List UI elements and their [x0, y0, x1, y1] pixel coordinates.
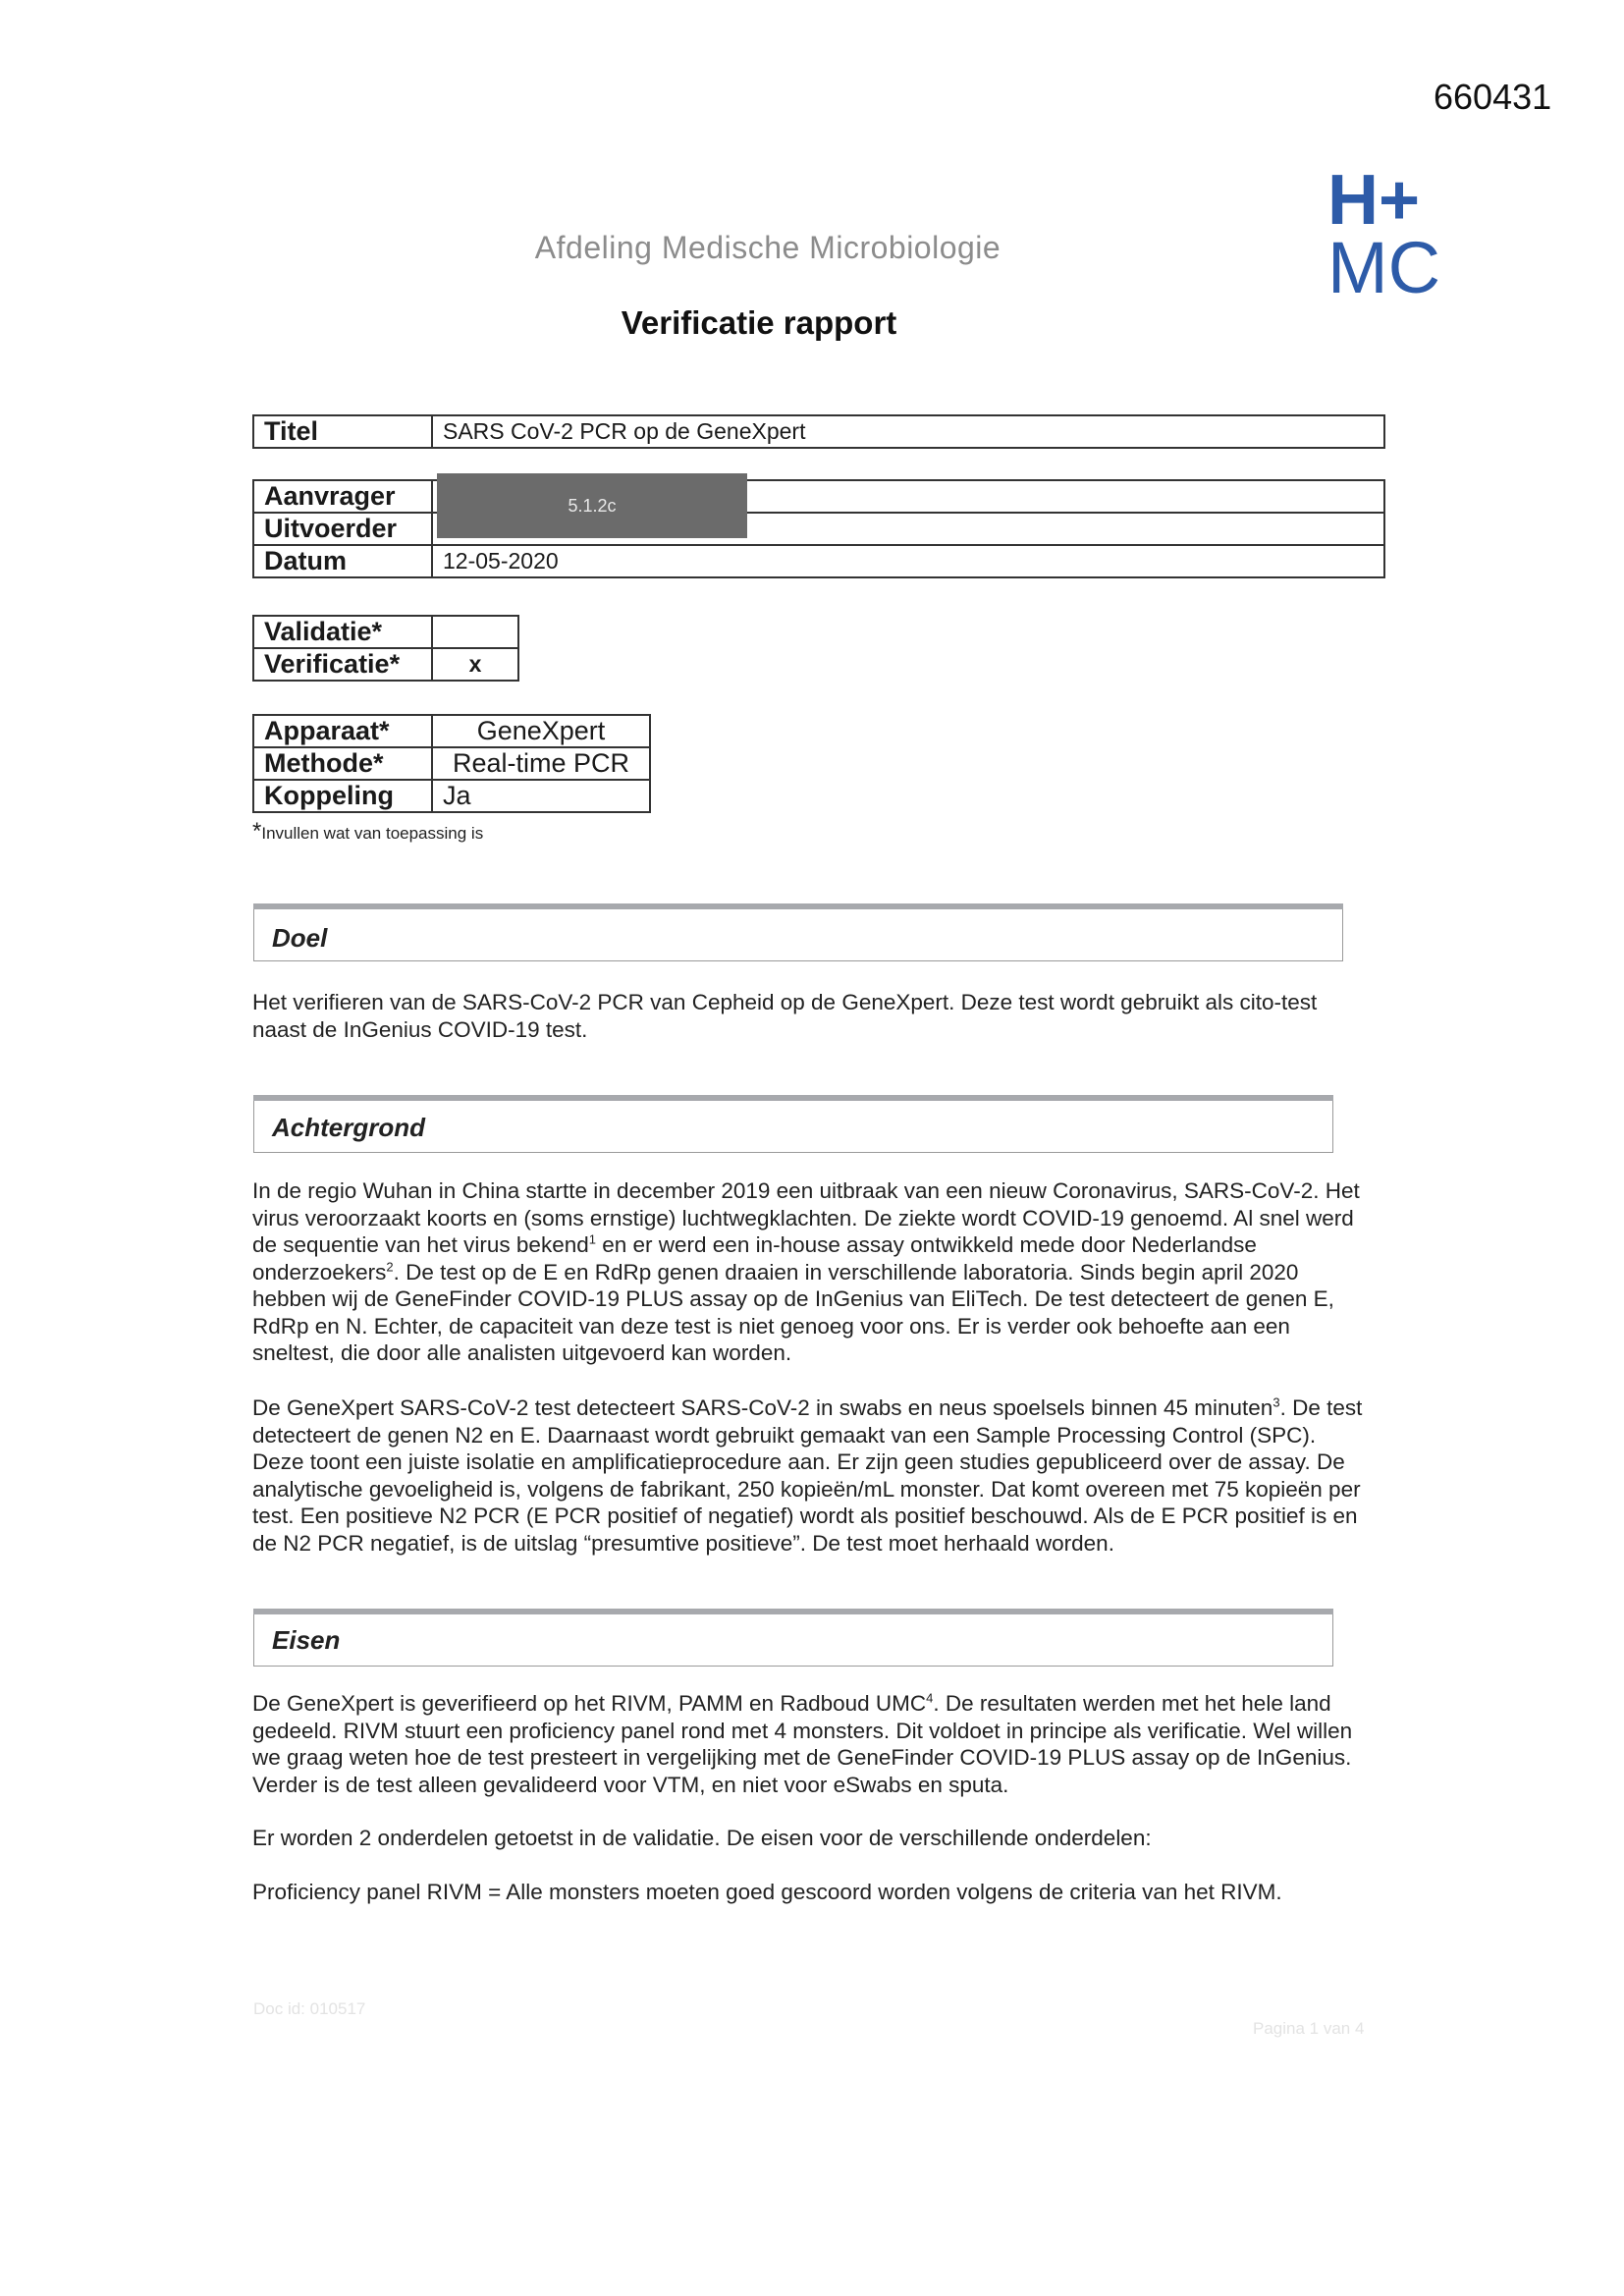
footer-page-number: Pagina 1 van 4 [1253, 2019, 1365, 2038]
doel-section-title: Doel [272, 923, 328, 953]
verificatie-value: x [432, 648, 518, 681]
aanvrager-label: Aanvrager [253, 480, 432, 513]
koppeling-label: Koppeling [253, 780, 432, 812]
type-table [252, 615, 519, 682]
eisen-paragraph-1: De GeneXpert is geverifieerd op het RIVM, PAMM en Radboud UMC$^4$. De resultaten werden met het hele land gedeeld. RIVM stuurt een proficiency panel rond met 4 monsters. Dit voldoet in principe als verificatie. Wel willen we graag weten hoe de test presteert in vergelijking met de GeneFinder COVID-19 PLUS assay op de InGenius. Verder is de test alleen gevalideerd voor VTM, en niet voor eSwabs en sputa. [252, 1690, 1353, 1797]
achtergrond-section-title: Achtergrond [272, 1113, 425, 1142]
titel-value: SARS CoV-2 PCR op de GeneXpert [432, 415, 1384, 448]
validatie-label: Validatie* [253, 616, 432, 648]
apparaat-value: GeneXpert [432, 715, 650, 747]
methode-label: Methode* [253, 747, 432, 780]
eisen-section-title: Eisen [272, 1625, 341, 1655]
validatie-value [432, 616, 518, 648]
report-title: Verificatie rapport [621, 304, 897, 341]
achtergrond-paragraph-2: De GeneXpert SARS-CoV-2 test detecteert SARS-CoV-2 in swabs en neus spoelsels binnen 45 minuten$^3$. De test detecteert de genen N2 en E. Daarnaast wordt gebruikt gemaakt van een Sample Processing Control (SPC). Deze toont een juiste isolatie en amplificatieprocedure aan. Er zijn geen studies gepubliceerd over de assay. De analytische gevoeligheid is, volgens de fabrikant, 250 kopieën/mL monster. Dat komt overeen met 75 kopieën per test. Een positieve N2 PCR (E PCR positief of negatief) wordt als positief beschouwd. Als de E PCR positief is en de N2 PCR negatief, is de uitslag “presumtive positieve”. De test moet herhaald worden. [252, 1394, 1363, 1556]
logo-line2: MC [1327, 227, 1441, 302]
footnote: *Invullen wat van toepassing is [252, 818, 484, 845]
title-table [252, 414, 1385, 449]
uitvoerder-label: Uitvoerder [253, 513, 432, 545]
datum-value: 12-05-2020 [432, 545, 1384, 577]
titel-label: Titel [253, 415, 432, 448]
people-table [252, 479, 1385, 578]
apparaat-label: Apparaat* [253, 715, 432, 747]
achtergrond-paragraph-1: In de regio Wuhan in China startte in december 2019 een uitbraak van een nieuw Coronavirus, SARS-CoV-2. Het virus veroorzaakt koorts en (soms ernstige) luchtwegklachten. De ziekte wordt COVID-19 genoemd. Al snel werd de sequentie van het virus bekend$^1$ en er werd een in-house assay ontwikkeld mede door Nederlandse onderzoekers$^2$. De test op de E en RdRp genen draaien in verschillende laboratoria. Sinds begin april 2020 hebben wij de GeneFinder COVID-19 PLUS assay op de InGenius van EliTech. De test detecteert de genen E, RdRp en N. Echter, de capaciteit van deze test is niet genoeg voor ons. Er is verder ook behoefte aan een sneltest, die door alle analisten uitgevoerd kan worden. [252, 1178, 1360, 1365]
datum-label: Datum [253, 545, 432, 577]
redaction-block: 5.1.2c [437, 473, 747, 538]
equipment-table [252, 714, 651, 813]
verificatie-label: Verificatie* [253, 648, 432, 681]
methode-value: Real-time PCR [432, 747, 650, 780]
footer-doc-id: Doc id: 010517 [253, 1999, 366, 2018]
department-heading: Afdeling Medische Microbiologie [534, 230, 1001, 265]
document-number: 660431 [1434, 77, 1552, 117]
doel-paragraph: Het verifieren van de SARS-CoV-2 PCR van Cepheid op de GeneXpert. Deze test wordt gebruikt als cito-test naast de InGenius COVID-19 test. [252, 990, 1318, 1042]
doel-section-box [253, 909, 1343, 961]
koppeling-value: Ja [432, 780, 650, 812]
eisen-section-box [253, 1614, 1333, 1667]
eisen-paragraph-3: Proficiency panel RIVM = Alle monsters moeten goed gescoord worden volgens de criteria van het RIVM. [252, 1880, 1282, 1904]
eisen-paragraph-2: Er worden 2 onderdelen getoetst in de validatie. De eisen voor de verschillende onderdelen: [252, 1826, 1152, 1850]
logo-line1: H+ [1327, 165, 1421, 240]
